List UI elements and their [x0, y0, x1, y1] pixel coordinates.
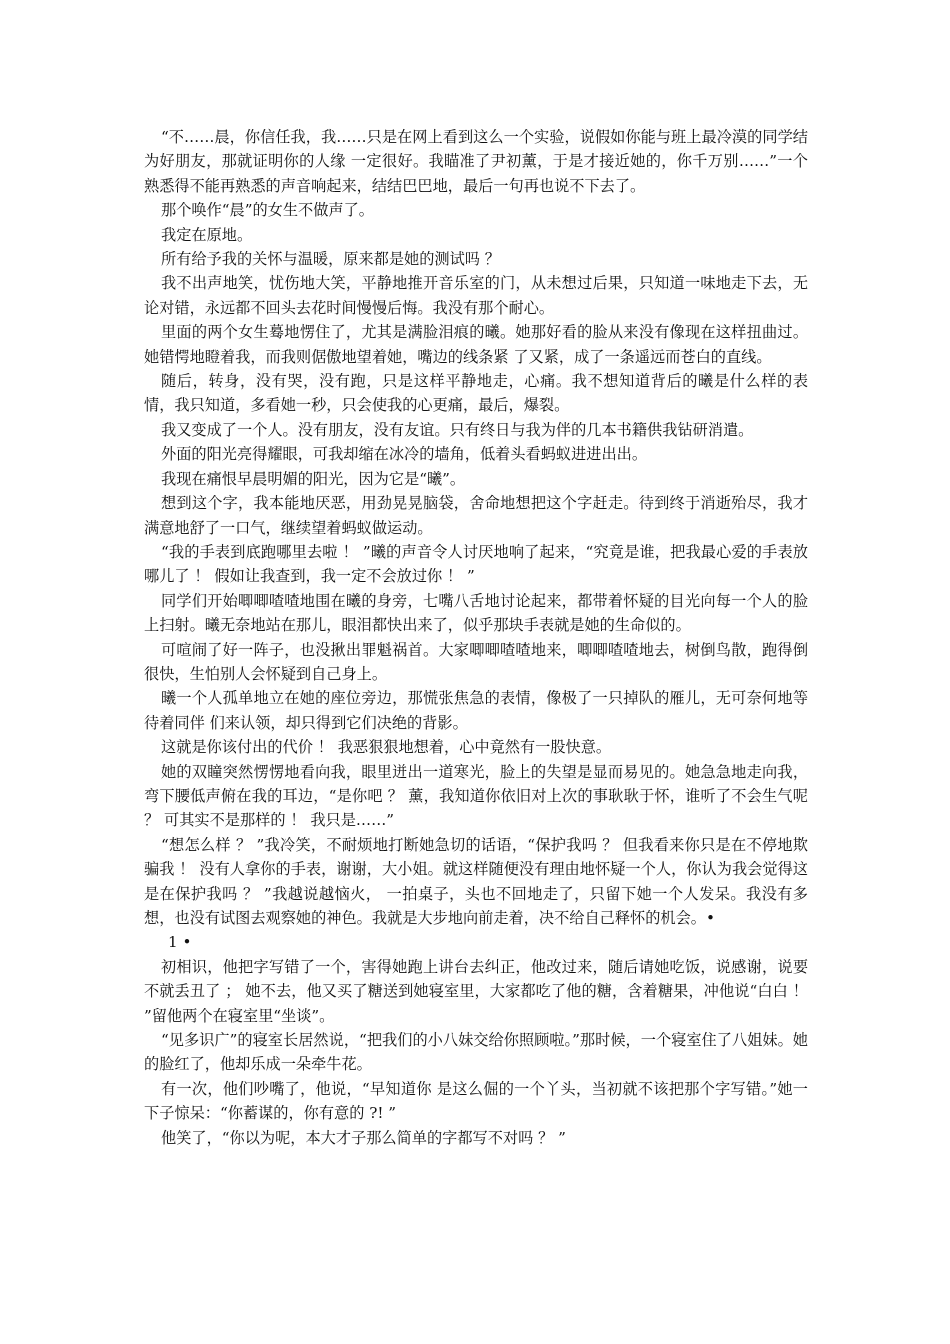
paragraph-16: 这就是你该付出的代价 ！ 我恶狠狠地想着，心中竟然有一股快意。: [161, 738, 612, 757]
paragraph-1: “不……晨，你信任我，我……只是在网上看到这么一个实验，说假如你能与班上最冷漠的同学结为好朋友，那就证明你的人缘 一定很好。我瞄准了尹初薰，于是才接近她的，你千万别……”一个熟悉得不能再熟悉的声音响起来，结结巴巴地，最后一句再也说不下去了。: [144, 128, 808, 195]
paragraph-9: 外面的阳光亮得耀眼，可我却缩在冰冷的墙角，低着头看蚂蚁进进出出。: [161, 445, 647, 464]
paragraph-11: 想到这个字，我本能地厌恶，用劲晃晃脑袋，舍命地想把这个字赶走。待到终于消逝殆尽，我才满意地舒了一口气，继续望着蚂蚁做运动。: [144, 494, 808, 537]
paragraph-5: 我不出声地笑，忧伤地大笑，平静地推开音乐室的门，从未想过后果，只知道一味地走下去，无论对错，永远都不回头去花时间慢慢后悔。我没有那个耐心。: [144, 274, 808, 317]
paragraph-7: 随后，转身，没有哭，没有跑，只是这样平静地走，心痛。我不想知道背后的曦是什么样的表情，我只知道，多看她一秒，只会使我的心更痛，最后，爆裂。: [144, 372, 808, 415]
paragraph-2: 那个唤作“晨”的女生不做声了。: [161, 201, 374, 220]
paragraph-18: “想怎么样 ？ ”我冷笑，不耐烦地打断她急切的话语，“保护我吗 ？ 但我看来你只是在不停地欺骗我 ！ 没有人拿你的手表，谢谢，大小姐。就这样随便没有理由地怀疑一个人，你认为我会觉得这是在保护我吗 ？ ”我越说越恼火， 一拍桌子，头也不回地走了，只留下她一个人发呆。我没有多想，也没有试图去观察她的神色。我就是大步地向前走着，决不给自己释怀的机会。•: [144, 835, 808, 927]
section-marker: 1 •: [168, 933, 192, 952]
paragraph-14: 可喧闹了好一阵子，也没揪出罪魁祸首。大家唧唧喳喳地来，唧唧喳喳地去，树倒鸟散，跑得倒很快，生怕别人会怀疑到自己身上。: [144, 640, 808, 683]
paragraph-10: 我现在痛恨早晨明媚的阳光，因为它是“曦”。: [161, 469, 466, 488]
paragraph-22: 他笑了，“你以为呢，本大才子那么简单的字都写不对吗 ？ ”: [161, 1128, 566, 1147]
paragraph-17: 她的双瞳突然愣愣地看向我，眼里迸出一道寒光，脸上的失望是显而易见的。她急急地走向我，弯下腰低声俯在我的耳边，“是你吧 ？ 薰，我知道你依旧对上次的事耿耿于怀，谁听了不会生气呢 ？ 可其实不是那样的 ！ 我只是……”: [144, 762, 808, 830]
paragraph-19: 初相识，他把字写错了一个，害得她跑上讲台去纠正，他改过来，随后请她吃饭，说感谢，说要不就丢丑了 ； 她不去，他又买了糖送到她寝室里，大家都吃了他的糖，含着糖果，冲他说“白白 ！ ”留他两个在寝室里“坐谈”。: [144, 957, 808, 1025]
paragraph-4: 所有给予我的关怀与温暖，原来都是她的测试吗 ？: [161, 250, 500, 269]
paragraph-12: “我的手表到底跑哪里去啦 ！ ”曦的声音令人讨厌地响了起来，“究竟是谁，把我最心爱的手表放哪儿了 ！ 假如让我查到，我一定不会放过你 ！ ”: [144, 542, 808, 586]
paragraph-3: 我定在原地。: [161, 225, 253, 244]
paragraph-13: 同学们开始唧唧喳喳地围在曦的身旁，七嘴八舌地讨论起来，都带着怀疑的目光向每一个人的脸上扫射。曦无奈地站在那儿，眼泪都快出来了，似乎那块手表就是她的生命似的。: [144, 591, 808, 635]
paragraph-6: 里面的两个女生蓦地愣住了，尤其是满脸泪痕的曦。她那好看的脸从来没有像现在这样扭曲过。她错愕地瞪着我，而我则倨傲地望着她，嘴边的线条紧 了又紧，成了一条遥远而苍白的直线。: [144, 323, 808, 366]
paragraph-20: “见多识广”的寝室长居然说，“把我们的小八妹交给你照顾啦。”那时候，一个寝室住了八姐妹。她的脸红了，他却乐成一朵牵牛花。: [144, 1031, 808, 1074]
paragraph-21: 有一次，他们吵嘴了，他说，“早知道你 是这么倔的一个丫头，当初就不该把那个字写错。”她一下子惊呆：“你蓄谋的，你有意的 ?! ”: [144, 1079, 808, 1123]
paragraph-8: 我又变成了一个人。没有朋友，没有友谊。只有终日与我为伴的几本书籍供我钻研消遣。: [161, 420, 754, 439]
document-body: [144, 125, 808, 1150]
paragraph-15: 曦一个人孤单地立在她的座位旁边，那慌张焦急的表情，像极了一只掉队的雁儿，无可奈何地等待着同伴 们来认领，却只得到它们决绝的背影。: [144, 689, 808, 732]
